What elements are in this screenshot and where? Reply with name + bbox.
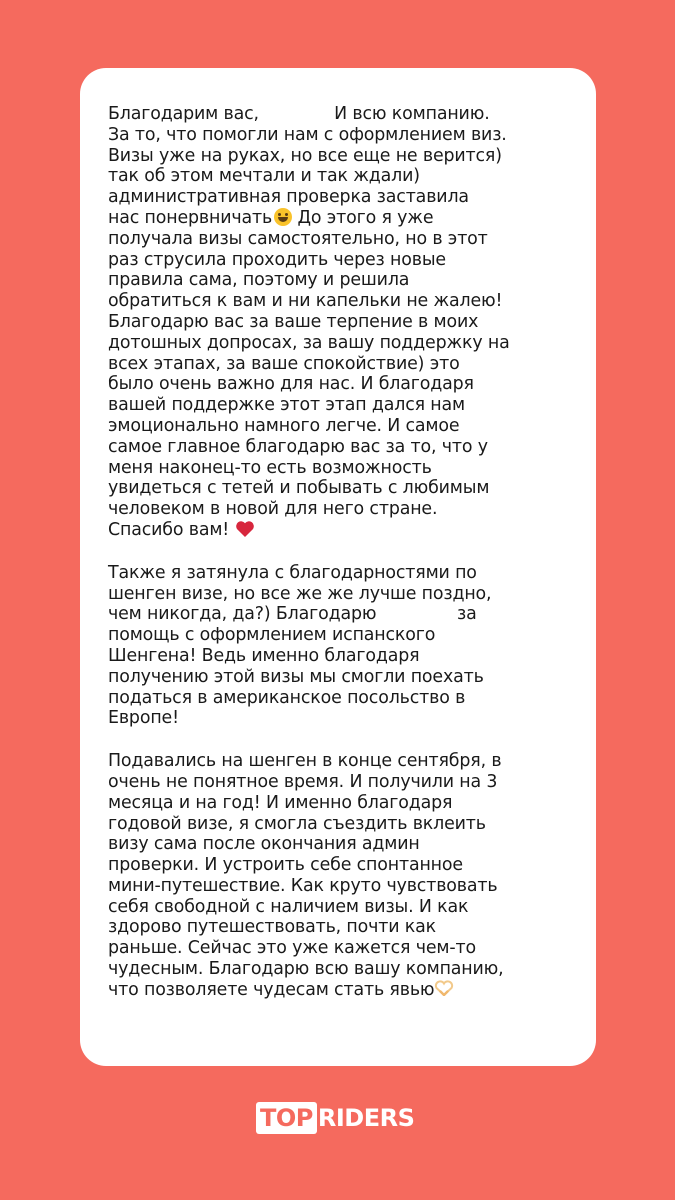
paragraph-3 [108,751,572,1001]
red-heart-icon [235,520,255,538]
text-line: правила сама, поэтому и решила [108,270,410,291]
paragraph-gap [108,541,572,563]
text-line: получению этой визы мы смогли поехать [108,666,484,687]
text-line: человеком в новой для него стране. [108,499,438,520]
text-line: чем никогда, да?) Благодарю за [108,604,477,625]
text-line: меня наконец-то есть возможность [108,457,432,478]
text-line: себя свободной с наличием визы. И как [108,896,469,917]
text-line: было очень важно для нас. И благодаря [108,374,474,395]
text-line: обратиться к вам и ни капельки не жалею! [108,291,503,312]
text-line: проверки. И устроить себе спонтанное [108,855,463,876]
logo-text: RIDERS [317,1104,415,1132]
text-line: чудесным. Благодарю всю вашу компанию, [108,959,504,980]
text-line-with-emoji [108,980,572,1001]
text-line: месяца и на год! И именно благодаря [108,792,453,813]
text-line: Европе! [108,708,179,729]
text-line: так об этом мечтали и так ждали) [108,166,420,187]
text-line: очень не понятное время. И получили на 3 [108,771,498,792]
text-line: раз струсила проходить через новые [108,249,446,270]
logo-box-text: TOP [256,1102,317,1134]
text-line: дотошных допросах, за вашу поддержку на [108,332,510,353]
text-line: визу сама после окончания админ [108,834,420,855]
text-segment: До этого я уже [292,207,434,228]
text-line: годовой визе, я смогла съездить вклеить [108,813,486,834]
text-line: здорово путешествовать, почти как [108,917,436,938]
paragraph-gap [108,729,572,751]
text-segment: что позволяете чудесам стать явью [108,979,435,1000]
grinning-face-icon [274,208,292,226]
text-line: всех этапах, за ваше спокойствие) это [108,353,460,374]
text-line: Подавались на шенген в конце сентября, в [108,751,502,772]
text-line: Визы уже на руках, но все еще не верится) [108,145,502,166]
text-line-with-emoji [108,520,572,541]
text-line: вашей поддержке этот этап дался нам [108,395,465,416]
paragraph-1 [108,104,572,541]
text-segment: Спасибо вам! [108,519,235,540]
heart-hands-icon [434,980,454,996]
text-line: раньше. Сейчас это уже кажется чем-то [108,938,476,959]
text-line: Также я затянула с благодарностями по [108,562,477,583]
text-line: мини-путешествие. Как круто чувствовать [108,875,498,896]
topriders-logo [256,1102,414,1134]
text-line: Благодарим вас, И всю компанию. [108,104,490,124]
text-line: эмоционально намного легче. И самое [108,415,460,436]
text-line: податься в американское посольство в [108,687,466,708]
testimonial-card [80,68,596,1066]
text-line-with-emoji [108,208,572,229]
text-line: помощь с оформлением испанского [108,625,436,646]
text-segment: нас понервничать [108,207,273,228]
text-line: получала визы самостоятельно, но в этот [108,228,488,249]
text-line: За то, что помогли нам с оформлением виз. [108,124,507,145]
text-line: увидеться с тетей и побывать с любимым [108,478,490,499]
text-line: Благодарю вас за ваше терпение в моих [108,311,479,332]
text-line: административная проверка заставила [108,187,469,208]
text-line: самое главное благодарю вас за то, что у [108,436,488,457]
paragraph-2 [108,563,572,729]
text-line: Шенгена! Ведь именно благодаря [108,645,420,666]
text-line: шенген визе, но все же же лучше поздно, [108,583,492,604]
